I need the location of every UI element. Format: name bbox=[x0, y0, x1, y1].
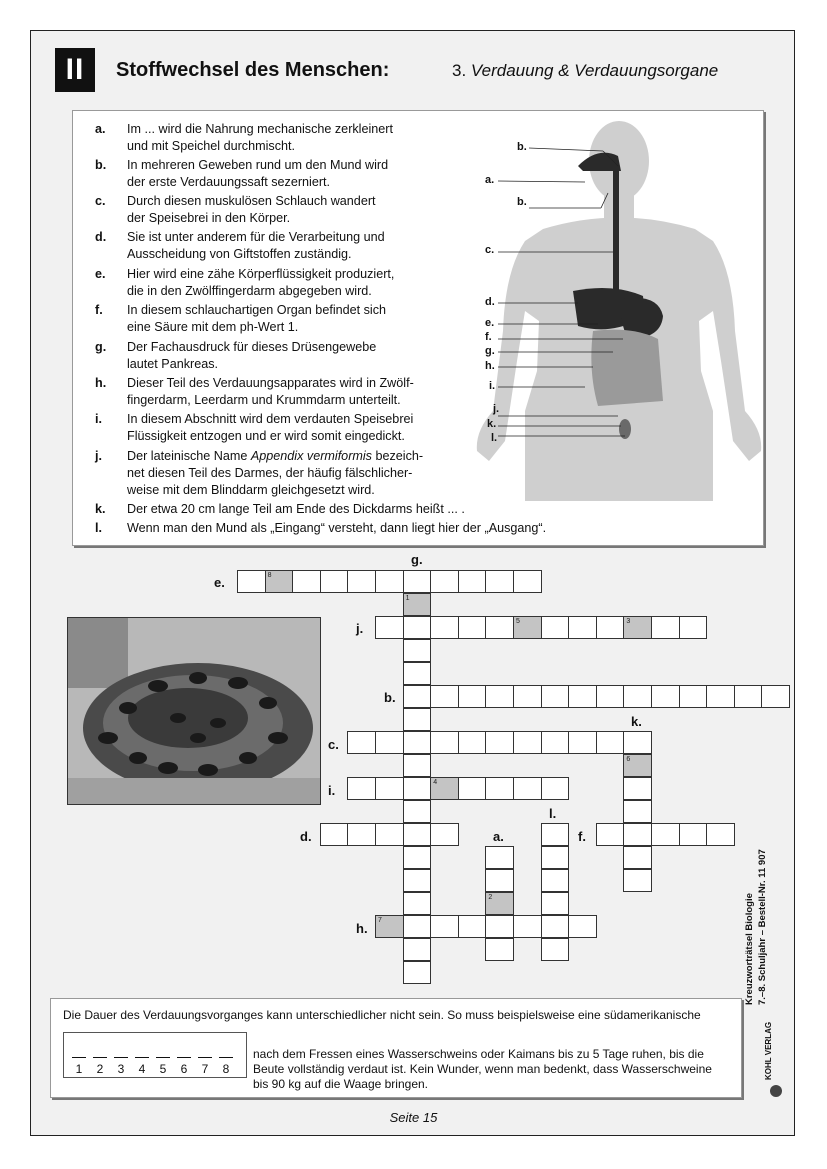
crossword-cell[interactable] bbox=[623, 616, 652, 639]
cell-number: 7 bbox=[378, 917, 382, 924]
crossword-cell[interactable] bbox=[375, 616, 404, 639]
crossword-cell[interactable] bbox=[430, 616, 459, 639]
crossword-cell[interactable] bbox=[541, 915, 570, 938]
publisher-logo-icon bbox=[770, 1085, 782, 1097]
clue-text: Durch diesen muskulösen Schlauch wandert der Speisebrei in den Körper. bbox=[127, 194, 376, 225]
crossword-cell[interactable] bbox=[706, 823, 735, 846]
crossword-cell[interactable] bbox=[623, 685, 652, 708]
clue-letter: j. bbox=[95, 449, 102, 463]
crossword-cell[interactable] bbox=[485, 846, 514, 869]
word-label-i: i. bbox=[328, 783, 336, 798]
crossword-cell[interactable] bbox=[679, 685, 708, 708]
crossword-cell[interactable] bbox=[761, 685, 790, 708]
crossword-cell[interactable] bbox=[375, 777, 404, 800]
crossword-cell[interactable] bbox=[651, 685, 680, 708]
crossword-cell[interactable] bbox=[513, 616, 542, 639]
publisher-name: KOHL VERLAG bbox=[764, 1021, 773, 1080]
crossword-cell[interactable] bbox=[541, 892, 570, 915]
clue-text: Der lateinische Name Appendix vermiformis bezeich- net diesen Teil des Darmes, der häufig fälschlicher- weise mit dem Blinddarm gleichgesetzt wird. bbox=[127, 449, 424, 497]
cell-number: 6 bbox=[626, 756, 631, 763]
figure-label: b. bbox=[517, 141, 527, 153]
digestive-system-figure bbox=[73, 111, 763, 545]
crossword-cell[interactable] bbox=[430, 731, 459, 754]
crossword-cell[interactable] bbox=[403, 961, 432, 984]
word-label-c: c. bbox=[328, 737, 339, 752]
crossword-cell[interactable] bbox=[623, 823, 652, 846]
crossword-cell[interactable] bbox=[623, 777, 652, 800]
crossword-cell[interactable] bbox=[403, 823, 432, 846]
crossword-cell[interactable] bbox=[403, 616, 432, 639]
crossword-cell[interactable] bbox=[458, 616, 487, 639]
crossword-cell[interactable] bbox=[706, 685, 735, 708]
page-number: Seite 15 bbox=[389, 1110, 438, 1125]
crossword-cell[interactable] bbox=[568, 685, 597, 708]
figure-label: b. bbox=[517, 196, 527, 208]
anaconda-photo bbox=[67, 617, 321, 805]
solution-text-line2: nach dem Fressen eines Wasserschweins oder Kaimans bis zu 5 Tage ruhen, bis die bbox=[253, 1047, 704, 1061]
word-label-k: k. bbox=[631, 714, 642, 729]
crossword-cell[interactable] bbox=[485, 938, 514, 961]
cell-number: 3 bbox=[626, 618, 631, 625]
solution-number: 3 bbox=[117, 1062, 125, 1076]
crossword-cell[interactable] bbox=[403, 846, 432, 869]
crossword-cell[interactable] bbox=[403, 662, 432, 685]
crossword-cell[interactable] bbox=[541, 616, 570, 639]
crossword-cell[interactable] bbox=[679, 616, 708, 639]
solution-number: 1 bbox=[75, 1062, 83, 1076]
crossword-cell[interactable] bbox=[541, 938, 570, 961]
crossword-cell[interactable] bbox=[734, 685, 763, 708]
crossword-cell[interactable] bbox=[679, 823, 708, 846]
crossword-cell[interactable] bbox=[623, 846, 652, 869]
crossword-cell[interactable] bbox=[541, 823, 570, 846]
crossword-cell[interactable] bbox=[403, 685, 432, 708]
clue-letter: b. bbox=[95, 158, 107, 172]
series-title: Kreuzworträtsel Biologie bbox=[744, 893, 755, 1005]
crossword-cell[interactable] bbox=[458, 731, 487, 754]
crossword-cell[interactable] bbox=[596, 731, 625, 754]
crossword-cell[interactable] bbox=[347, 777, 376, 800]
solution-number: 7 bbox=[201, 1062, 209, 1076]
clue-letter: k. bbox=[95, 502, 106, 516]
cell-number: 1 bbox=[405, 595, 410, 602]
crossword-cell[interactable] bbox=[541, 731, 570, 754]
clue-text: Hier wird eine zähe Körperflüssigkeit produziert, die in den Zwölffingerdarm abgegeben wird. bbox=[127, 267, 395, 298]
figure-label: f. bbox=[485, 331, 492, 343]
clue-letter: i. bbox=[95, 412, 102, 426]
figure-label: l. bbox=[491, 432, 498, 444]
clues-box bbox=[72, 110, 764, 546]
figure-label: a. bbox=[485, 174, 495, 186]
crossword-cell[interactable] bbox=[430, 823, 459, 846]
clue-text: Der Fachausdruck für dieses Drüsengewebe lautet Pankreas. bbox=[127, 340, 377, 371]
crossword-cell[interactable] bbox=[568, 915, 597, 938]
crossword-cell[interactable] bbox=[485, 570, 514, 593]
crossword-cell[interactable] bbox=[651, 823, 680, 846]
page-subtitle bbox=[452, 61, 718, 81]
crossword-cell[interactable] bbox=[403, 800, 432, 823]
cell-number: 4 bbox=[433, 779, 438, 786]
figure-label: h. bbox=[485, 360, 495, 372]
crossword-cell[interactable] bbox=[430, 685, 459, 708]
crossword-cell[interactable] bbox=[320, 570, 349, 593]
crossword-cell[interactable] bbox=[403, 938, 432, 961]
crossword-cell[interactable] bbox=[403, 639, 432, 662]
crossword-cell[interactable] bbox=[623, 731, 652, 754]
solution-text-line3: Beute vollständig verdaut ist. Kein Wunder, wenn man bedenkt, dass Wasserschweine bbox=[253, 1062, 712, 1076]
word-label-d: d. bbox=[300, 829, 312, 844]
crossword-cell[interactable] bbox=[403, 593, 432, 616]
cell-number: 2 bbox=[488, 894, 493, 901]
crossword-cell[interactable] bbox=[458, 685, 487, 708]
solution-box bbox=[50, 998, 742, 1098]
crossword-cell[interactable] bbox=[596, 685, 625, 708]
crossword-cell[interactable] bbox=[403, 892, 432, 915]
word-label-e: e. bbox=[214, 575, 225, 590]
crossword-cell[interactable] bbox=[347, 731, 376, 754]
crossword-cell[interactable] bbox=[541, 846, 570, 869]
clue-letter: f. bbox=[95, 303, 103, 317]
word-label-h: h. bbox=[356, 921, 368, 936]
solution-number: 6 bbox=[180, 1062, 188, 1076]
crossword-cell[interactable] bbox=[347, 823, 376, 846]
crossword-cell[interactable] bbox=[403, 570, 432, 593]
subtitle-number: 3. bbox=[452, 61, 467, 80]
crossword-cell[interactable] bbox=[403, 708, 432, 731]
crossword-cell[interactable] bbox=[375, 915, 404, 938]
crossword-cell[interactable] bbox=[485, 869, 514, 892]
crossword-cell[interactable] bbox=[237, 570, 266, 593]
chapter-badge: II bbox=[55, 48, 95, 92]
crossword-cell[interactable] bbox=[596, 823, 625, 846]
crossword-cell[interactable] bbox=[541, 685, 570, 708]
crossword-cell[interactable] bbox=[513, 731, 542, 754]
crossword-cell[interactable] bbox=[513, 570, 542, 593]
crossword-cell[interactable] bbox=[568, 616, 597, 639]
figure-label: e. bbox=[485, 317, 495, 329]
solution-number: 4 bbox=[138, 1062, 146, 1076]
subtitle-text: Verdauung & Verdauungsorgane bbox=[470, 61, 719, 80]
crossword-cell[interactable] bbox=[265, 570, 294, 593]
clue-text: Dieser Teil des Verdauungsapparates wird in Zwölf- fingerdarm, Leerdarm und Krummdarm unterteilt. bbox=[127, 376, 414, 407]
figure-label: k. bbox=[487, 418, 497, 430]
crossword-cell[interactable] bbox=[375, 731, 404, 754]
word-label-f: f. bbox=[578, 829, 586, 844]
solution-number: 5 bbox=[159, 1062, 167, 1076]
crossword-cell[interactable] bbox=[513, 685, 542, 708]
word-label-l: l. bbox=[549, 806, 557, 821]
figure-label: c. bbox=[485, 244, 495, 256]
word-label-a: a. bbox=[493, 829, 504, 844]
crossword-cell[interactable] bbox=[541, 869, 570, 892]
crossword-cell[interactable] bbox=[403, 754, 432, 777]
clue-letter: h. bbox=[95, 376, 107, 390]
cell-number: 5 bbox=[516, 618, 520, 625]
word-label-b: b. bbox=[384, 690, 396, 705]
grade-order-number: 7.–8. Schuljahr – Bestell-Nr. 11 907 bbox=[757, 849, 768, 1005]
solution-text-intro: Die Dauer des Verdauungsvorganges kann unterschiedlicher nicht sein. So muss beispielsweise eine südamerikanische bbox=[63, 1008, 701, 1022]
page-title: Stoffwechsel des Menschen: bbox=[116, 59, 390, 81]
figure-label: d. bbox=[485, 296, 495, 308]
crossword-cell[interactable] bbox=[485, 616, 514, 639]
crossword-cell[interactable] bbox=[320, 823, 349, 846]
crossword-cell[interactable] bbox=[347, 570, 376, 593]
crossword-cell[interactable] bbox=[485, 915, 514, 938]
clue-text: In mehreren Geweben rund um den Mund wird der erste Verdauungssaft sezerniert. bbox=[127, 158, 389, 189]
word-label-g: g. bbox=[411, 552, 423, 567]
crossword-cell[interactable] bbox=[403, 869, 432, 892]
crossword-cell[interactable] bbox=[623, 800, 652, 823]
crossword-cell[interactable] bbox=[623, 869, 652, 892]
clue-letter: a. bbox=[95, 122, 106, 136]
clue-letter: e. bbox=[95, 267, 106, 281]
crossword-cell[interactable] bbox=[458, 777, 487, 800]
crossword-cell[interactable] bbox=[458, 915, 487, 938]
clue-letter: d. bbox=[95, 230, 107, 244]
crossword-cell[interactable] bbox=[375, 570, 404, 593]
clue-text: Im ... wird die Nahrung mechanische zerkleinert und mit Speichel durchmischt. bbox=[127, 122, 393, 153]
clue-letter: c. bbox=[95, 194, 106, 208]
crossword-cell[interactable] bbox=[485, 731, 514, 754]
crossword-cell[interactable] bbox=[430, 777, 459, 800]
crossword-cell[interactable] bbox=[403, 777, 432, 800]
word-label-j: j. bbox=[356, 621, 364, 636]
crossword-cell[interactable] bbox=[485, 777, 514, 800]
crossword-cell[interactable] bbox=[513, 915, 542, 938]
solution-word-field[interactable] bbox=[63, 1032, 247, 1078]
crossword-cell[interactable] bbox=[403, 915, 432, 938]
figure-label: i. bbox=[489, 380, 496, 392]
clue-letter: l. bbox=[95, 521, 102, 535]
clue-text: In diesem schlauchartigen Organ befindet sich eine Säure mit dem ph-Wert 1. bbox=[127, 303, 387, 334]
crossword-cell[interactable] bbox=[541, 777, 570, 800]
clue-text: Der etwa 20 cm lange Teil am Ende des Dickdarms heißt ... . bbox=[127, 502, 465, 516]
crossword-cell[interactable] bbox=[430, 570, 459, 593]
solution-text-line4: bis 90 kg auf die Waage bringen. bbox=[253, 1077, 429, 1091]
crossword-cell[interactable] bbox=[485, 892, 514, 915]
crossword-cell[interactable] bbox=[568, 731, 597, 754]
crossword-cell[interactable] bbox=[430, 915, 459, 938]
clue-text: Wenn man den Mund als „Eingang“ versteht, dann liegt hier der „Ausgang“. bbox=[127, 521, 547, 535]
crossword-cell[interactable] bbox=[458, 570, 487, 593]
crossword-cell[interactable] bbox=[623, 754, 652, 777]
solution-number: 8 bbox=[222, 1062, 230, 1076]
crossword-cell[interactable] bbox=[292, 570, 321, 593]
anaconda-image bbox=[68, 618, 320, 804]
crossword-cell[interactable] bbox=[485, 685, 514, 708]
crossword-cell[interactable] bbox=[596, 616, 625, 639]
clue-text: In diesem Abschnitt wird dem verdauten Speisebrei Flüssigkeit entzogen und er wird somit eingedickt. bbox=[127, 412, 414, 443]
crossword-cell[interactable] bbox=[403, 731, 432, 754]
figure-label: j. bbox=[493, 403, 500, 415]
clue-text: Sie ist unter anderem für die Verarbeitung und Ausscheidung von Giftstoffen zuständig. bbox=[127, 230, 385, 261]
crossword-cell[interactable] bbox=[375, 823, 404, 846]
cell-number: 8 bbox=[267, 572, 272, 579]
clue-letter: g. bbox=[95, 340, 107, 354]
crossword-cell[interactable] bbox=[513, 777, 542, 800]
crossword-cell[interactable] bbox=[651, 616, 680, 639]
figure-label: g. bbox=[485, 345, 495, 357]
solution-number: 2 bbox=[96, 1062, 104, 1076]
